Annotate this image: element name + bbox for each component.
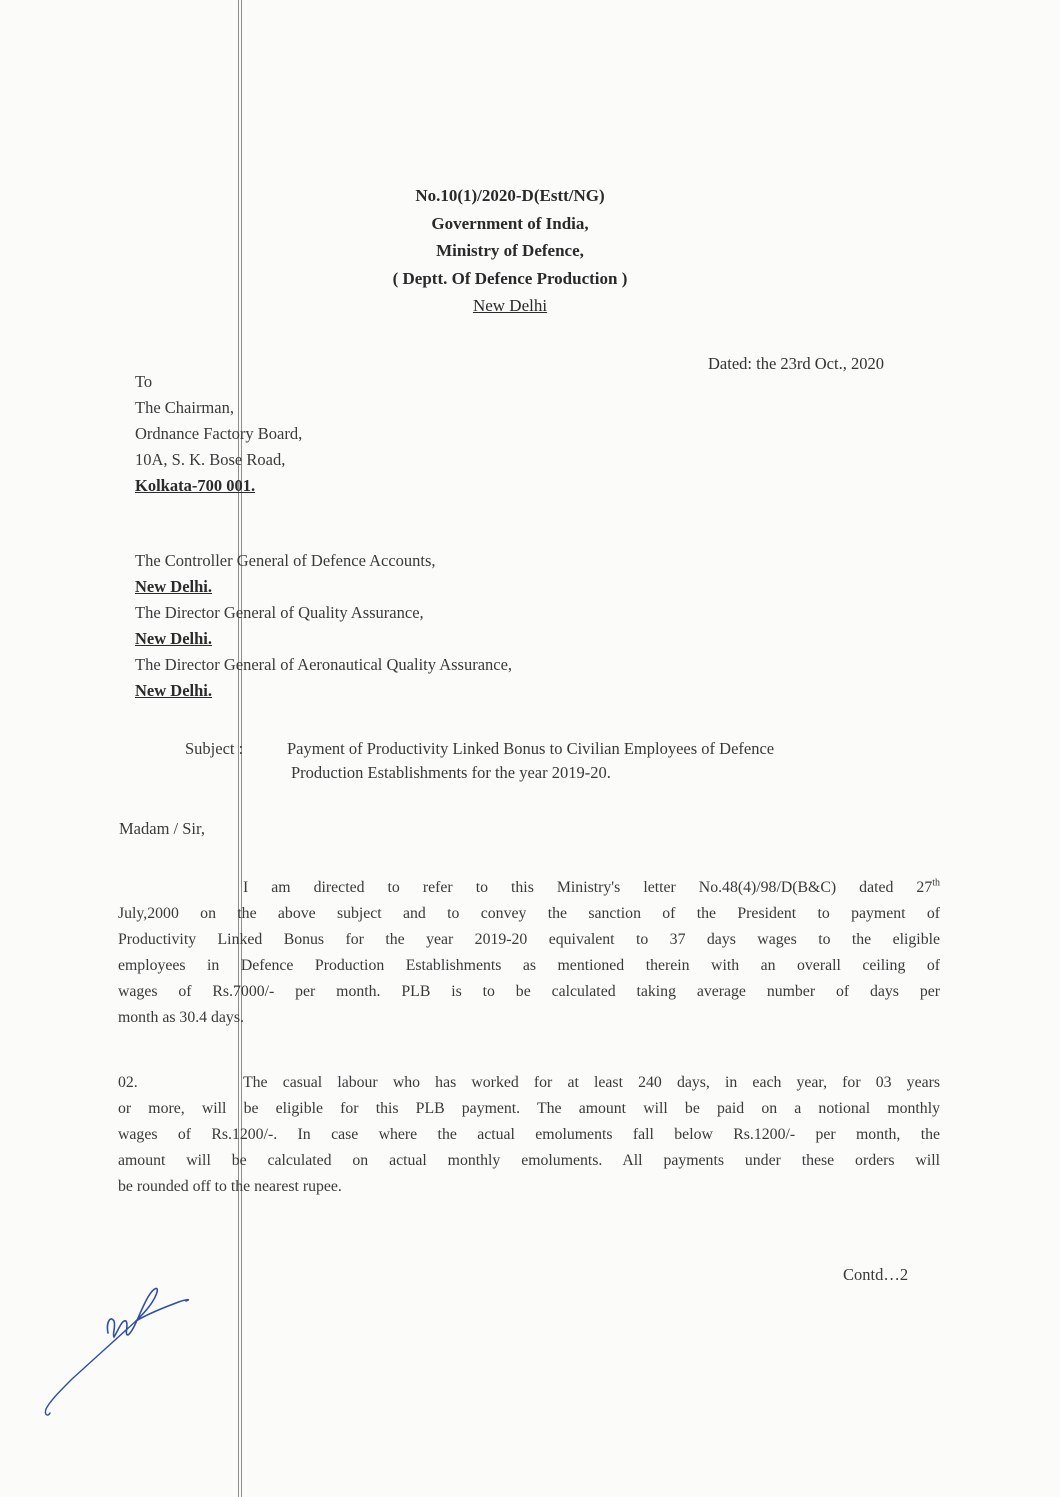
- paragraph-line: Productivity Linked Bonus for the year 2019-20 equivalent to 37 days wages to the eligible: [118, 931, 940, 948]
- paragraph-line: or more, will be eligible for this PLB payment. The amount will be paid on a notional monthly: [118, 1100, 940, 1117]
- paragraph-line: [118, 875, 940, 901]
- paragraph-line: month as 30.4 days.: [118, 1009, 244, 1026]
- ministry-line: Ministry of Defence,: [436, 241, 584, 260]
- paragraph-line: amount will be calculated on actual monthly emoluments. All payments under these orders will: [118, 1152, 940, 1169]
- recipient-line: 10A, S. K. Bose Road,: [135, 450, 286, 469]
- recipient-city: Kolkata-700 001.: [135, 476, 256, 495]
- recipient-line: The Chairman,: [135, 398, 234, 417]
- continuation-note: Contd…2: [843, 1265, 909, 1284]
- paragraph-1: [118, 875, 940, 1031]
- paragraph-line: be rounded off to the nearest rupee.: [118, 1178, 342, 1195]
- paragraph-2: [118, 1070, 940, 1200]
- other-recipients: [135, 548, 512, 704]
- paragraph-line: July,2000 on the above subject and to convey the sanction of the President to payment of: [118, 905, 940, 922]
- government-line: Government of India,: [431, 213, 589, 233]
- recipient-city: New Delhi.: [135, 577, 212, 596]
- recipient-line: The Director General of Aeronautical Quality Assurance,: [135, 655, 513, 674]
- paragraph-line: wages of Rs.1200/-. In case where the actual emoluments fall below Rs.1200/- per month, the: [118, 1126, 940, 1143]
- recipient-city: New Delhi.: [135, 681, 212, 700]
- primary-recipient: [135, 369, 302, 499]
- paragraph-number: 02.: [118, 1074, 138, 1091]
- paragraph-line: employees in Defence Production Establishments as mentioned therein with an overall ceiling of: [118, 957, 940, 974]
- paragraph-line-text: I am directed to refer to this Ministry's letter No.48(4)/98/D(B&C) dated 27: [243, 879, 933, 896]
- recipient-line: Ordnance Factory Board,: [135, 424, 303, 443]
- city-line: New Delhi: [472, 296, 548, 315]
- recipient-city: New Delhi.: [135, 629, 212, 648]
- department-line: ( Deptt. Of Defence Production ): [392, 268, 628, 288]
- signature-icon: [36, 1275, 206, 1435]
- subject-line: Payment of Productivity Linked Bonus to Civilian Employees of Defence: [287, 739, 775, 758]
- superscript-th: th: [932, 877, 940, 889]
- letter-date: Dated: the 23rd Oct., 2020: [708, 354, 884, 373]
- reference-number: No.10(1)/2020-D(Estt/NG): [415, 186, 605, 205]
- recipient-line: The Controller General of Defence Accounts,: [135, 551, 436, 570]
- to-label: To: [135, 372, 153, 391]
- salutation: Madam / Sir,: [119, 819, 205, 838]
- letter-header: [330, 182, 690, 320]
- subject-label: Subject :: [185, 739, 244, 758]
- paragraph-line: wages of Rs.7000/- per month. PLB is to be calculated taking average number of days per: [118, 983, 940, 1000]
- subject-line: Production Establishments for the year 2019-20.: [291, 763, 611, 782]
- subject-text: [287, 737, 947, 785]
- recipient-line: The Director General of Quality Assurance,: [135, 603, 424, 622]
- paragraph-line: The casual labour who has worked for at least 240 days, in each year, for 03 years: [243, 1074, 940, 1091]
